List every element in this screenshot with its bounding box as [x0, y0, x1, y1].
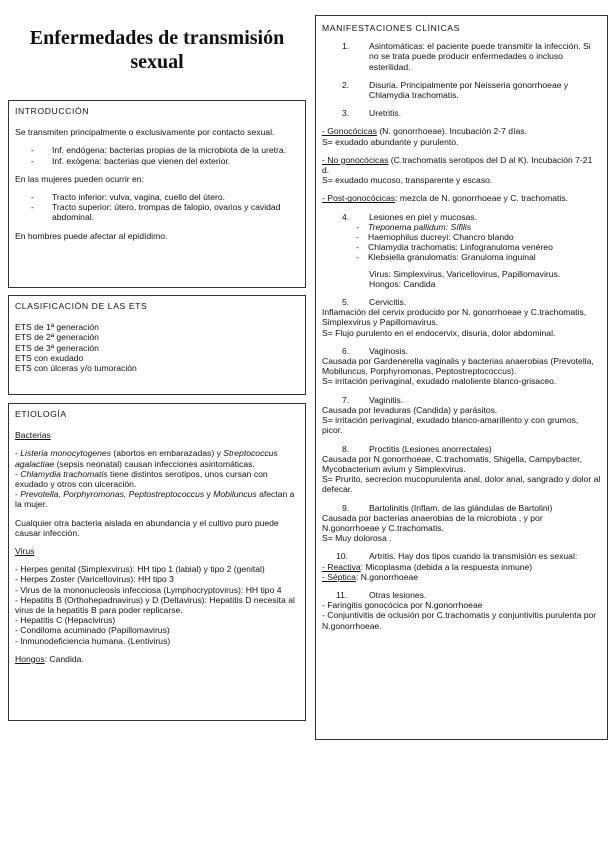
fungi-item: Hongos: Candida. — [15, 653, 84, 664]
list-item: - Klebsiella granulomatis: Granuloma inguinal — [342, 252, 601, 262]
page-title: Enfermedades de transmisión sexual — [29, 27, 285, 73]
intro-section — [8, 100, 306, 288]
tract-list — [15, 192, 299, 223]
manifestation-item: 11. Otras lesiones. — [336, 589, 427, 600]
vaginitis-cause: Causada por levaduras (Candida) y parásitos. — [322, 404, 498, 415]
classification-section — [8, 295, 306, 395]
intro-text: En las mujeres pueden ocurrir en: — [15, 173, 144, 184]
fungi-subheading: Hongos — [15, 653, 45, 664]
classification-item: ETS de 3ª generación — [15, 342, 99, 353]
manifestation-item: 7. Vaginitis. — [342, 394, 404, 405]
manifestation-item: 10. Artritis. Hay dos tipos cuando la transmisión es sexual: — [336, 551, 578, 562]
urethritis-nongonococcal: - No gonocócicas (C.trachomatis serotipos del D al K). Incubación 7-21 d. — [322, 154, 593, 176]
manifestation-item: 5. Cervicitis. — [342, 297, 407, 308]
proctitis-cause: Causada por N.gonorrhoeae, C.trachomatis, Shigella, Campybacter, Mycobacterium avium y Simplexvirus. — [322, 453, 582, 474]
other-lesion-item: - Faringitis gonocócica por N.gonorrhoeae — [322, 600, 483, 611]
clinical-manifestations-section — [315, 15, 608, 740]
manifestation-item: 1. Asintomáticas: el paciente puede transmitir la infección. Si no se trata puede producir enfermedades o incluso esterilidad. — [342, 41, 591, 72]
manifestation-item: 6. Vaginosis. — [342, 345, 409, 356]
cervicitis-symptoms: S= Flujo purulento en el endocervix, disuria, dolor abdominal. — [322, 327, 556, 338]
skin-lesion-virus: Virus: Simplexvirus, Varicellovirus, Papillomavirus. — [369, 268, 561, 279]
list-item: - Inf. endógena: bacterias propias de la microbiota de la uretra. — [15, 145, 299, 155]
etiology-section — [8, 403, 306, 721]
virus-item: - Hepatitis C (Hepacivirus) — [15, 615, 116, 626]
list-item: - Inf. exógena: bacterias que vienen del exterior. — [15, 156, 299, 166]
urethritis-nongonococcal-symptoms: S= exudado mucoso, transparente y escaso. — [322, 175, 493, 186]
manifestation-item: 3. Uretritis. — [342, 108, 401, 119]
virus-item: - Inmunodeficiencia humana. (Lentivirus) — [15, 635, 171, 646]
skin-lesion-fungi: Hongos: Candida — [369, 278, 436, 289]
manifestation-item: 2. Disuria. Principalmente por Neisseria gonorrhoeae y Chlamydia trachomatis. — [342, 79, 569, 101]
urethritis-gonococcal: - Gonocócicas (N. gonorrhoeae). Incubación 2-7 días. — [322, 126, 527, 137]
classification-item: ETS de 1ª generación — [15, 322, 99, 333]
arthritis-reactive: - Reactiva: Micoplasma (debida a la respuesta inmune) — [322, 561, 533, 572]
other-lesion-item: - Conjuntivitis de oclusión por C.trachomatis y conjuntivitis purulenta por N.gonorrhoeae. — [322, 610, 597, 631]
bacteria-item: - Listeria monocytogenes (abortos en embarazadas) y Streptococcus agalactiae (sepsis neonatal) causan infecciones asintomáticas. — [15, 448, 278, 469]
manifestations-heading: MANIFESTACIONES CLÍNICAS — [322, 23, 460, 33]
virus-item: - Virus de la mononucleosis infecciosa (Lymphocryptovirus): HH tipo 4 — [15, 584, 282, 595]
vaginitis-symptoms: S= irritación perivaginal, exudado blanco-amarillento y con grumos, picor. — [322, 415, 579, 436]
manifestation-item: 8. Proctitis (Lesiones anorrectales) — [342, 443, 492, 454]
infection-type-list — [15, 145, 299, 165]
urethritis-gonococcal-symptoms: S= exudado abundante y purulento. — [322, 136, 459, 147]
classification-item: ETS con úlceras y/o tumoración — [15, 363, 137, 374]
classification-item: ETS de 2ª generación — [15, 332, 99, 343]
proctitis-symptoms: S= Prurito, secrecion mucopurulenta anal, dolor anal, sangrado y dolor al defecar. — [322, 474, 601, 495]
list-item: - Tracto inferior: vulva, vagina, cuello del útero. — [15, 192, 299, 202]
bacteria-item: - Prevotella, Porphyromonas, Peptostreptococcus y Mobiluncus afectan a la mujer. — [15, 489, 295, 510]
list-item: - Treponema pallidum: Sífilis — [342, 222, 601, 232]
intro-text: En hombres puede afectar al epidídimo. — [15, 230, 168, 241]
list-item: - Tracto superior: útero, trompas de falopio, ovarios y cavidad abdominal. — [15, 202, 299, 222]
list-item: - Chlamydia trachomatis: Linfogranuloma venéreo — [342, 242, 601, 252]
vaginosis-symptoms: S= irritación perivaginal, exudado maloliente blanco-grisaceo. — [322, 376, 557, 387]
intro-heading: INTRODUCCIÓN — [15, 106, 90, 116]
classification-heading: CLASIFICACIÓN DE LAS ETS — [15, 301, 148, 311]
arthritis-septic: - Séptica: N.gonorrhoeae — [322, 571, 419, 582]
virus-subheading: Virus — [15, 546, 35, 557]
bacteria-subheading: Bacterias — [15, 430, 51, 441]
classification-item: ETS con exudado — [15, 352, 84, 363]
bartolinitis-cause: Causada por bacterias anaerobias de la microbiota , y por N.gonorrhoeae y C.trachomatis. — [322, 512, 543, 533]
virus-item: - Condiloma acuminado (Papillomavirus) — [15, 625, 170, 636]
vaginosis-cause: Causada por Gardenerella vaginalis y bacterias anaerobias (Prevotella, Mobiluncus, Porphyromonas, Peptostreptococcus). — [322, 356, 594, 377]
bartolinitis-symptoms: S= Muy dolorosa . — [322, 533, 392, 544]
intro-text: Se transmiten principalmente o exclusivamente por contacto sexual. — [15, 127, 275, 138]
cervicitis-cause: Inflamación del cervix producido por N. gonorrhoeae y C.trachomatis, Simplexvirus y Papillomavirus. — [322, 307, 587, 328]
bacteria-item: - Chlamydia trachomatis tiene distintos serotipos, unos cursan con exudado y otros con ulceración. — [15, 468, 268, 490]
virus-item: - Hepatitis B (Orthohepadnavirus) y D (Deltavirus): Hepatitis D necesita al virus de la hepatitis B para poder replicarse. — [15, 594, 295, 616]
manifestation-item: 9. Bartolinitis (Inflam. de las glándulas de Bartolini) — [342, 502, 553, 513]
skin-lesion-list — [322, 222, 601, 263]
manifestation-item: 4. Lesiones en piel y mucosas. — [342, 211, 477, 222]
virus-item: - Herpes genital (Simplexvirus): HH tipo 1 (labial) y tipo 2 (genital) — [15, 564, 265, 575]
etiology-heading: ETIOLOGÍA — [15, 409, 67, 419]
etiology-note: Cualquier otra bacteria aislada en abundancia y el cultivo puro puede causar infección. — [15, 517, 279, 538]
urethritis-postgonococcal: - Post-gonocócicas: mezcla de N. gonorrhoeae y C. trachomatis. — [322, 193, 569, 204]
virus-item: - Herpes Zoster (Varicellovirus): HH tipo 3 — [15, 574, 174, 585]
list-item: - Haemophilus ducreyi: Chancro blando — [342, 232, 601, 242]
